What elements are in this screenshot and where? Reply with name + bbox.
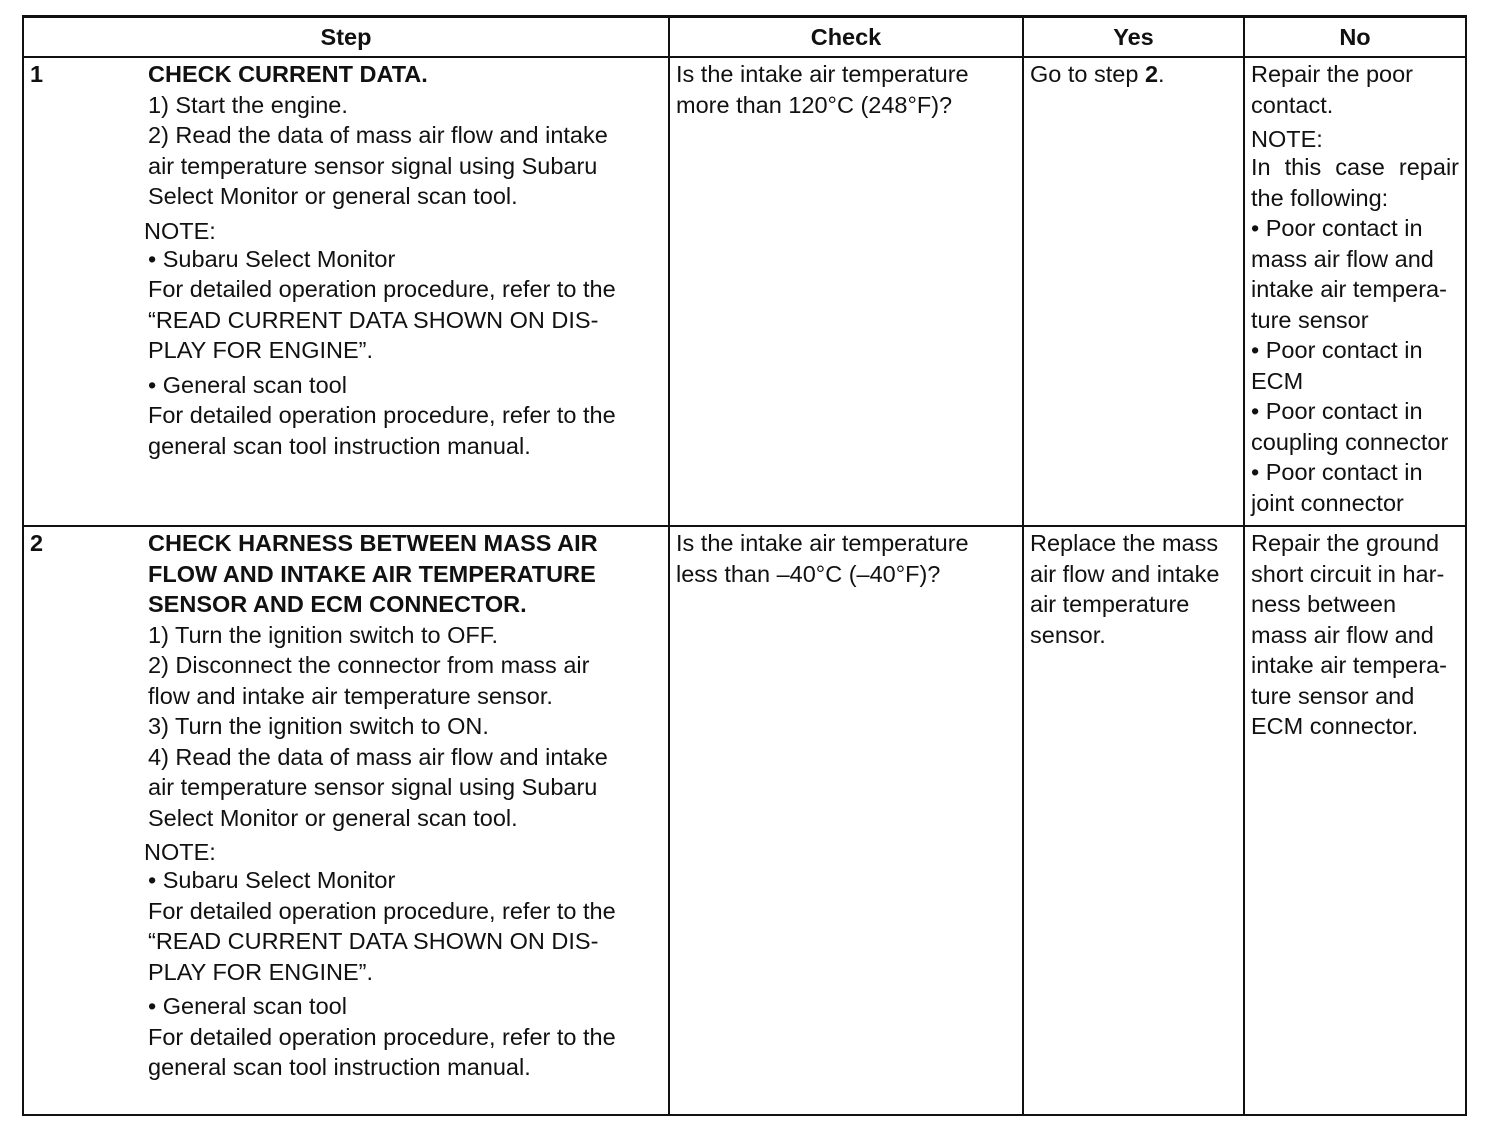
yes-step-ref: 2 bbox=[1144, 61, 1159, 87]
yes-text bbox=[1030, 59, 1237, 90]
step-title: SENSOR AND ECM CONNECTOR. bbox=[148, 591, 527, 617]
yes-text: sensor. bbox=[1030, 621, 1106, 648]
header-no: No bbox=[1244, 17, 1466, 58]
no-text: contact. bbox=[1251, 91, 1334, 118]
check-text: more than 120°C (248°F)? bbox=[676, 91, 953, 118]
no-item: intake air tempera- bbox=[1251, 276, 1447, 302]
no-item: ture sensor bbox=[1251, 306, 1369, 333]
yes-prefix: Go to step bbox=[1030, 61, 1145, 87]
header-yes: Yes bbox=[1023, 17, 1244, 58]
no-cell bbox=[1244, 526, 1466, 1115]
table-row bbox=[23, 57, 1466, 526]
step-number: 1 bbox=[30, 61, 44, 87]
no-text: ECM connector. bbox=[1251, 713, 1419, 739]
yes-cell bbox=[1023, 526, 1244, 1115]
no-note-text: In this case repair bbox=[1251, 154, 1459, 180]
step-instruction: 2) Disconnect the connector from mass air bbox=[148, 652, 590, 678]
note-bullet: • Subaru Select Monitor bbox=[148, 867, 396, 893]
no-note-label: NOTE: bbox=[1251, 126, 1323, 152]
header-row bbox=[23, 17, 1466, 58]
note-bullet: • General scan tool bbox=[148, 371, 347, 398]
step-body bbox=[144, 528, 662, 1083]
step-instruction: 3) Turn the ignition switch to ON. bbox=[148, 713, 489, 739]
step-title: CHECK HARNESS BETWEEN MASS AIR bbox=[148, 530, 598, 556]
step-instruction: 4) Read the data of mass air flow and intake bbox=[148, 743, 608, 770]
note-text: For detailed operation procedure, refer to the bbox=[148, 897, 616, 924]
check-cell bbox=[669, 526, 1023, 1115]
yes-suffix: . bbox=[1158, 61, 1165, 87]
note-text: For detailed operation procedure, refer to the bbox=[148, 276, 616, 302]
note-text: “READ CURRENT DATA SHOWN ON DIS- bbox=[148, 928, 599, 954]
note-text: general scan tool instruction manual. bbox=[148, 1054, 531, 1080]
no-note-text: the following: bbox=[1251, 184, 1389, 211]
note-bullet: • Subaru Select Monitor bbox=[148, 245, 396, 272]
step-body bbox=[144, 59, 662, 461]
note-text: PLAY FOR ENGINE”. bbox=[148, 337, 374, 363]
step-instruction: 1) Turn the ignition switch to OFF. bbox=[148, 621, 499, 648]
note-label: NOTE: bbox=[144, 839, 216, 865]
note-bullet: • General scan tool bbox=[148, 993, 347, 1019]
no-item: ECM bbox=[1251, 367, 1304, 394]
yes-text: air temperature bbox=[1030, 591, 1190, 617]
note-text: For detailed operation procedure, refer to the bbox=[148, 402, 616, 428]
table-row bbox=[23, 526, 1466, 1115]
no-item: • Poor contact in bbox=[1251, 215, 1423, 241]
step-cell bbox=[23, 526, 669, 1115]
note-text: “READ CURRENT DATA SHOWN ON DIS- bbox=[148, 306, 599, 333]
step-instruction: Select Monitor or general scan tool. bbox=[148, 183, 518, 209]
step-instruction: 1) Start the engine. bbox=[148, 91, 348, 118]
yes-text: air flow and intake bbox=[1030, 560, 1220, 587]
step-instruction: flow and intake air temperature sensor. bbox=[148, 682, 553, 709]
no-item: • Poor contact in bbox=[1251, 459, 1423, 485]
no-text: short circuit in har- bbox=[1251, 560, 1445, 587]
diagnostic-table bbox=[22, 15, 1467, 1116]
header-step: Step bbox=[23, 17, 669, 58]
step-instruction: Select Monitor or general scan tool. bbox=[148, 804, 518, 831]
no-text: ness between bbox=[1251, 591, 1397, 617]
no-text: Repair the poor bbox=[1251, 61, 1413, 87]
check-cell bbox=[669, 57, 1023, 526]
note-text: general scan tool instruction manual. bbox=[148, 432, 531, 459]
step-title: FLOW AND INTAKE AIR TEMPERATURE bbox=[148, 560, 596, 587]
no-item: • Poor contact in bbox=[1251, 398, 1423, 424]
no-text: mass air flow and bbox=[1251, 621, 1434, 648]
header-check: Check bbox=[669, 17, 1023, 58]
yes-cell bbox=[1023, 57, 1244, 526]
no-item: coupling connector bbox=[1251, 428, 1449, 455]
no-text: intake air tempera- bbox=[1251, 652, 1447, 678]
check-text: less than –40°C (–40°F)? bbox=[676, 560, 941, 587]
no-text: ture sensor and bbox=[1251, 682, 1415, 709]
no-cell bbox=[1244, 57, 1466, 526]
step-instruction: air temperature sensor signal using Subaru bbox=[148, 152, 598, 179]
step-instruction: air temperature sensor signal using Subaru bbox=[148, 774, 598, 800]
note-text: For detailed operation procedure, refer to the bbox=[148, 1023, 616, 1050]
step-instruction: 2) Read the data of mass air flow and intake bbox=[148, 122, 608, 148]
no-item: mass air flow and bbox=[1251, 245, 1434, 272]
yes-text: Replace the mass bbox=[1030, 530, 1219, 556]
check-text: Is the intake air temperature bbox=[676, 61, 969, 87]
step-number: 2 bbox=[30, 530, 44, 556]
step-cell bbox=[23, 57, 669, 526]
no-text: Repair the ground bbox=[1251, 530, 1440, 556]
note-text: PLAY FOR ENGINE”. bbox=[148, 958, 374, 985]
check-text: Is the intake air temperature bbox=[676, 530, 969, 556]
no-item: joint connector bbox=[1251, 489, 1404, 516]
no-item: • Poor contact in bbox=[1251, 337, 1423, 363]
step-title: CHECK CURRENT DATA. bbox=[148, 61, 428, 87]
note-label: NOTE: bbox=[144, 217, 216, 244]
